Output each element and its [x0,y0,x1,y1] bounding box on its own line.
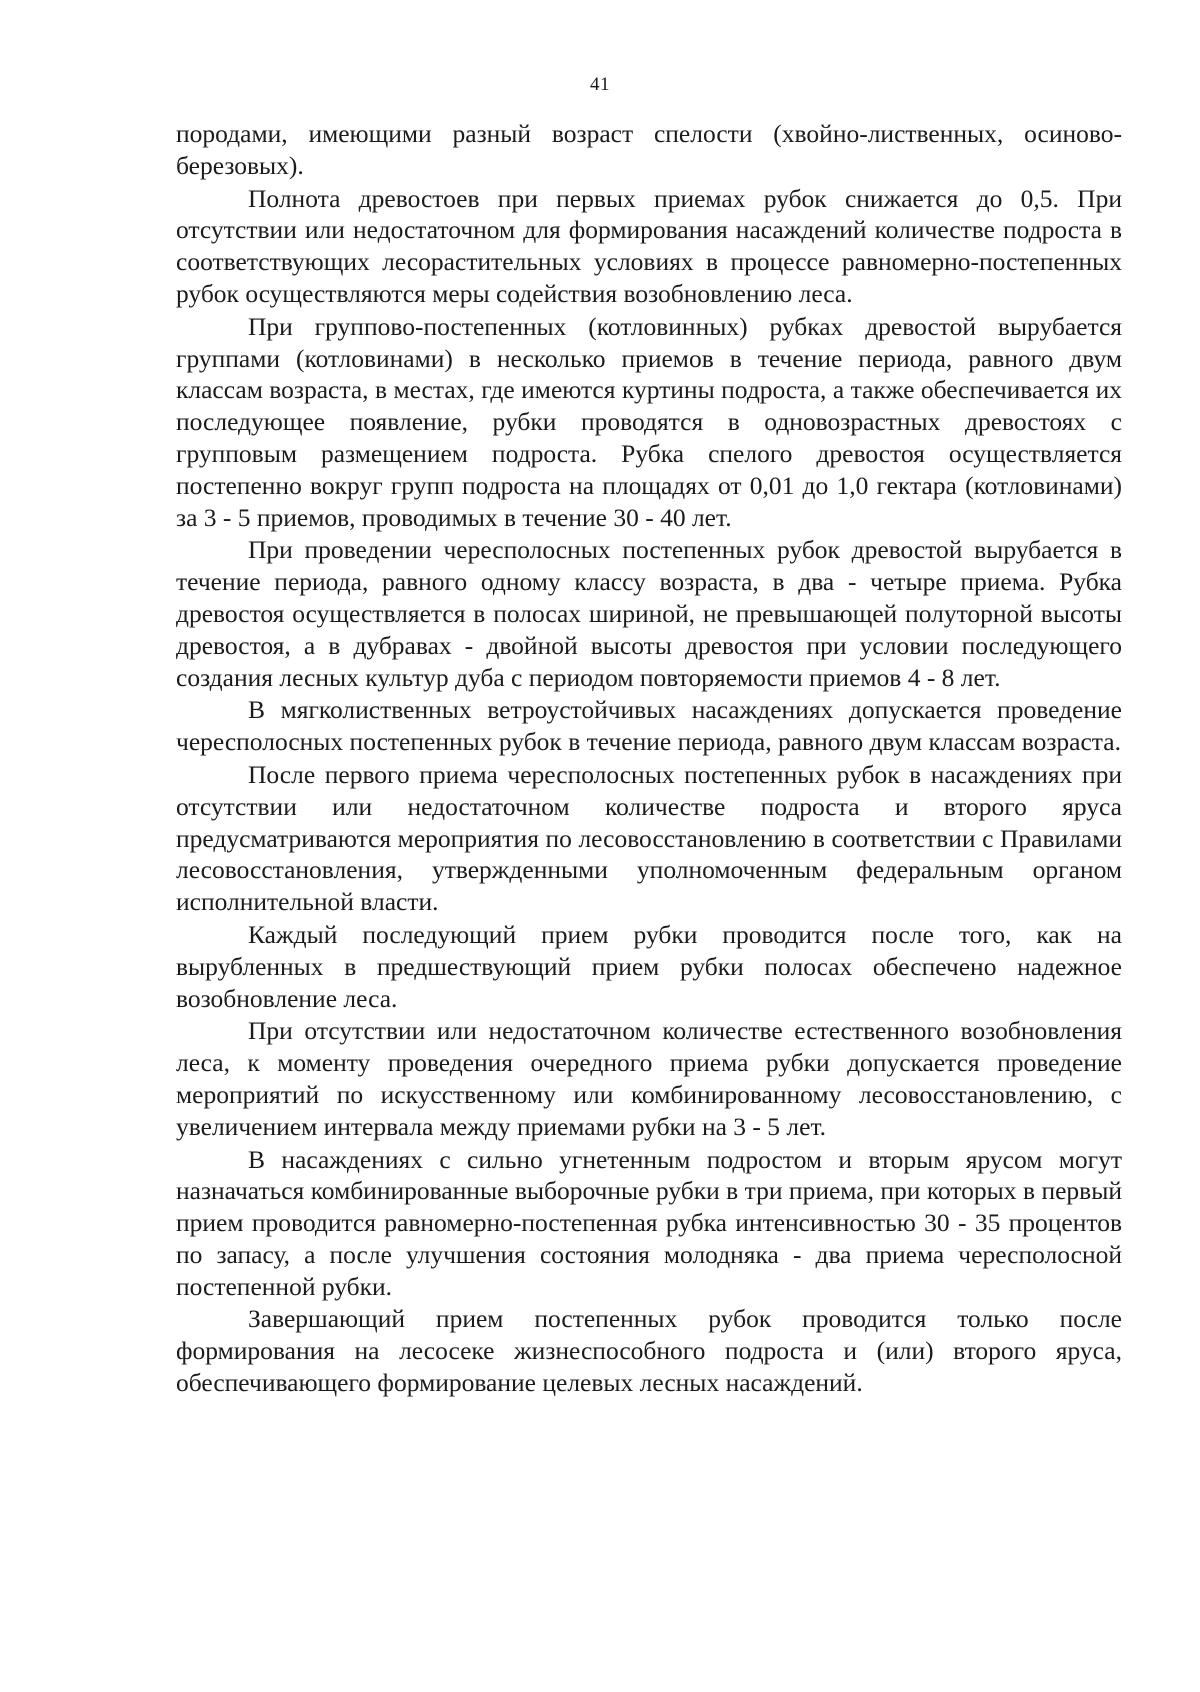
paragraph-continued: породами, имеющими разный возраст спелости (хвойно-лиственных, осиново-березовых). [176,119,1122,180]
document-body [176,118,1122,1400]
paragraph: При отсутствии или недостаточном количестве естественного возобновления леса, к моменту проведения очередного приема рубки допускается проведение мероприятий по искусственному или комбинированному лесовосстановлению, с увеличением интервала между приемами рубки на 3 - 5 лет. [176,1016,1122,1141]
paragraph: Полнота древостоев при первых приемах рубок снижается до 0,5. При отсутствии или недостаточном для формирования насаждений количестве подроста в соответствующих лесорастительных условиях в процессе равномерно-постепенных рубок осуществляются меры содействия возобновлению леса. [176,183,1122,308]
paragraph: В насаждениях с сильно угнетенным подростом и вторым ярусом могут назначаться комбинированные выборочные рубки в три приема, при которых в первый прием проводится равномерно-постепенная рубка интенсивностью 30 - 35 процентов по запасу, а после улучшения состояния молодняка - два приема чересполосной постепенной рубки. [176,1144,1122,1301]
paragraph: Завершающий прием постепенных рубок проводится только после формирования на лесосеке жизнеспособного подроста и (или) второго яруса, обеспечивающего формирование целевых лесных насаждений. [176,1304,1122,1398]
paragraph: После первого приема чересполосных постепенных рубок в насаждениях при отсутствии или недостаточном количестве подроста и второго яруса предусматриваются мероприятия по лесовосстановлению в соответствии с Правилами лесовосстановления, утвержденными уполномоченным федеральным органом исполнительной власти. [176,759,1122,917]
paragraph: Каждый последующий прием рубки проводится после того, как на вырубленных в предшествующий прием рубки полосах обеспечено надежное возобновление леса. [176,919,1122,1013]
paragraph: При группово-постепенных (котловинных) рубках древостой вырубается группами (котловинами) в несколько приемов в течение периода, равного двум классам возраста, в местах, где имеются куртины подроста, а также обеспечивается их последующее появление, рубки проводятся в одновозрастных древостоях с групповым размещением подроста. Рубка спелого древостоя осуществляется постепенно вокруг групп подроста на площадях от 0,01 до 1,0 гектара (котловинами) за 3 - 5 приемов, проводимых в течение 30 - 40 лет. [176,311,1122,532]
paragraph: В мягколиственных ветроустойчивых насаждениях допускается проведение чересполосных постепенных рубок в течение периода, равного двум классам возраста. [176,695,1122,757]
page-number: 41 [590,74,610,95]
paragraph: При проведении чересполосных постепенных рубок древостой вырубается в течение периода, равного одному классу возраста, в два - четыре приема. Рубка древостоя осуществляется в полосах шириной, не превышающей полуторной высоты древостоя, а в дубравах - двойной высоты древостоя при условии последующего создания лесных культур дуба с периодом повторяемости приемов 4 - 8 лет. [176,535,1122,692]
